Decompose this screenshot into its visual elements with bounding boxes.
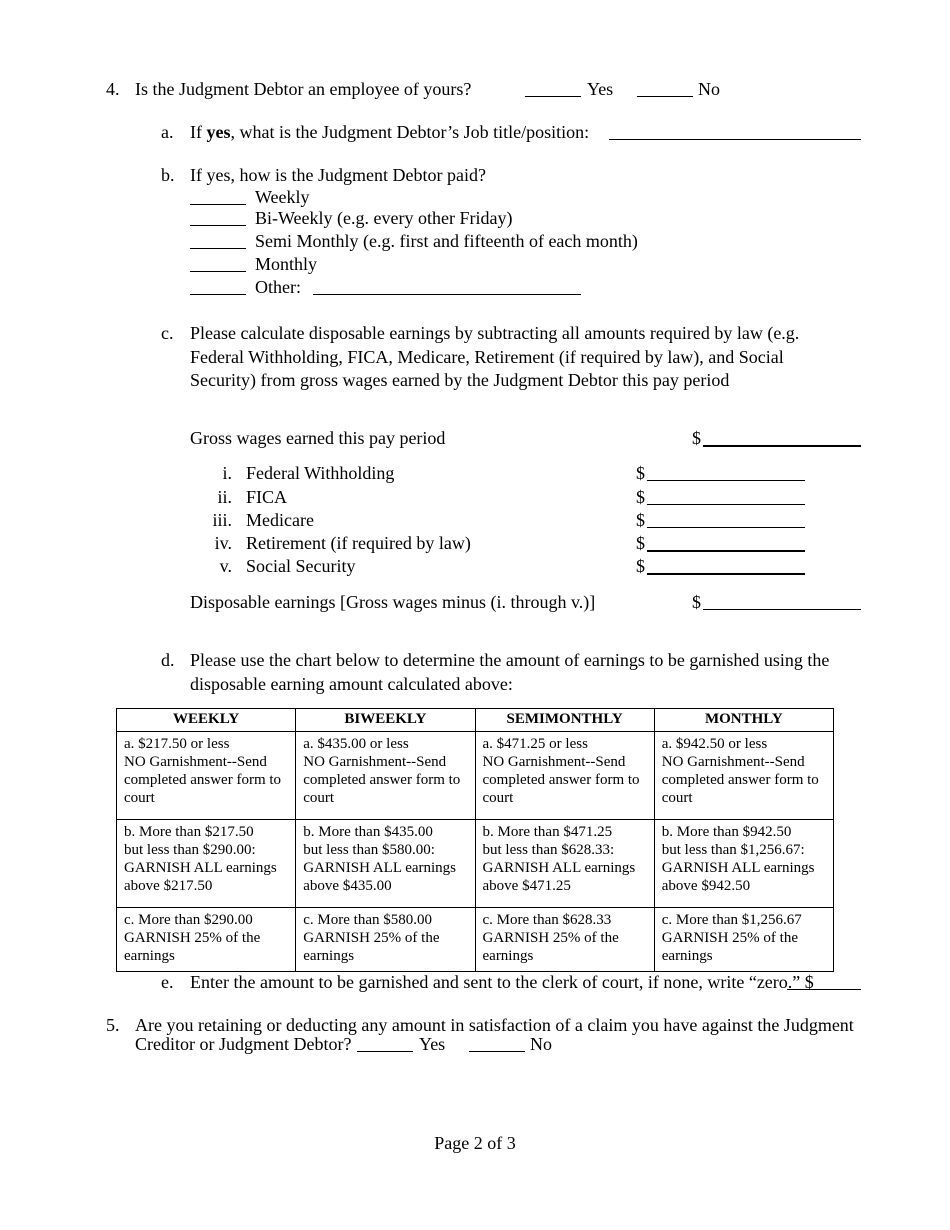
q4a-text (190, 123, 589, 141)
chart-cell-line: a. $471.25 or less (482, 736, 588, 752)
gross-wages-dollar: $ (692, 428, 701, 448)
chart-cell-monthly-a (654, 732, 833, 820)
q4e-text: Enter the amount to be garnished and sent to the clerk of court, if none, write “zero.” $ (190, 972, 814, 992)
chart-cell-weekly-b (117, 820, 296, 908)
q4d-line-1: Please use the chart below to determine the amount of earnings to be garnished using the (190, 650, 830, 670)
deduction-num-2: ii. (217, 487, 232, 507)
chart-cell-line: GARNISH ALL earnings (482, 860, 636, 876)
q5-no-blank[interactable] (469, 1035, 525, 1052)
social-security-blank[interactable] (647, 557, 805, 575)
deduction-dollar-5: $ (636, 556, 645, 576)
pay-weekly-label: Weekly (255, 187, 310, 207)
chart-cell-line: above $435.00 (303, 878, 392, 894)
chart-cell-line: a. $435.00 or less (303, 736, 409, 752)
chart-cell-line: above $217.50 (124, 878, 213, 894)
q4a-pre: If (190, 122, 207, 142)
chart-cell-line: completed answer form to (303, 772, 461, 788)
chart-cell-line: but less than $580.00: (303, 842, 435, 858)
chart-row-c (117, 908, 834, 972)
chart-cell-line: b. More than $942.50 (661, 824, 792, 840)
chart-cell-line: GARNISH 25% of the (303, 930, 440, 946)
deduction-label-5: Social Security (246, 556, 356, 576)
chart-header-row (117, 709, 834, 732)
chart-cell-line: earnings (482, 948, 534, 964)
q4-no-blank[interactable] (637, 80, 693, 97)
chart-cell-line: completed answer form to (124, 772, 282, 788)
chart-cell-line: above $942.50 (661, 878, 751, 894)
q4c-line-3: Security) from gross wages earned by the Judgment Debtor this pay period (190, 370, 730, 390)
pay-weekly-blank[interactable] (190, 188, 246, 205)
chart-cell-line: NO Garnishment--Send (482, 754, 626, 770)
pay-semimonthly-blank[interactable] (190, 232, 246, 249)
q5-number: 5. (106, 1015, 120, 1035)
deduction-label-1: Federal Withholding (246, 463, 395, 483)
q4b-question: If yes, how is the Judgment Debtor paid? (190, 165, 486, 185)
chart-cell-line: NO Garnishment--Send (303, 754, 447, 770)
chart-cell-line: but less than $290.00: (124, 842, 256, 858)
header-biweekly: BIWEEKLY (296, 709, 475, 732)
chart-cell-line: NO Garnishment--Send (661, 754, 805, 770)
chart-cell-line: court (303, 790, 335, 806)
chart-row-a (117, 732, 834, 820)
chart-cell-line: c. More than $290.00 (124, 912, 253, 928)
chart-cell-line: a. $217.50 or less (124, 736, 230, 752)
q4a-bold: yes (206, 122, 231, 142)
chart-cell-line: but less than $1,256.67: (661, 842, 805, 858)
q5-no-label: No (530, 1034, 552, 1054)
deduction-dollar-2: $ (636, 487, 645, 507)
pay-monthly-label: Monthly (255, 254, 318, 274)
deduction-label-3: Medicare (246, 510, 314, 530)
deduction-num-1: i. (222, 463, 232, 483)
chart-cell-line: c. More than $1,256.67 (661, 912, 802, 928)
q5-line-1: Are you retaining or deducting any amount in satisfaction of a claim you have against the Judgment (135, 1015, 854, 1035)
retirement-blank[interactable] (647, 534, 805, 552)
chart-cell-line: earnings (303, 948, 355, 964)
chart-cell-line: GARNISH ALL earnings (124, 860, 277, 876)
chart-cell-line: GARNISH 25% of the (661, 930, 798, 946)
header-monthly: MONTHLY (654, 709, 833, 732)
chart-cell-line: b. More than $217.50 (124, 824, 254, 840)
chart-cell-line: GARNISH ALL earnings (661, 860, 815, 876)
disposable-dollar: $ (692, 592, 701, 612)
job-title-blank[interactable] (609, 123, 861, 140)
chart-cell-semimonthly-b (475, 820, 654, 908)
chart-cell-semimonthly-c (475, 908, 654, 972)
q4d-line-2: disposable earning amount calculated above: (190, 674, 513, 694)
page-number: Page 2 of 3 (434, 1133, 516, 1153)
q4-yes-blank[interactable] (525, 80, 581, 97)
chart-cell-line: court (661, 790, 693, 806)
chart-cell-weekly-c (117, 908, 296, 972)
q5-yes-blank[interactable] (357, 1035, 413, 1052)
q4a-post: , what is the Judgment Debtor’s Job title/position: (230, 122, 590, 142)
deduction-dollar-1: $ (636, 463, 645, 483)
chart-cell-line: b. More than $435.00 (303, 824, 433, 840)
fica-blank[interactable] (647, 488, 805, 505)
medicare-blank[interactable] (647, 511, 805, 528)
q4c-line-1: Please calculate disposable earnings by subtracting all amounts required by law (e.g. (190, 323, 800, 343)
chart-cell-line: completed answer form to (661, 772, 819, 788)
q5-line-2: Creditor or Judgment Debtor? (135, 1034, 352, 1054)
q4-yes-label: Yes (587, 79, 614, 99)
pay-other-blank[interactable] (190, 278, 246, 295)
federal-withholding-blank[interactable] (647, 464, 805, 481)
header-weekly: WEEKLY (117, 709, 296, 732)
chart-cell-monthly-c (654, 908, 833, 972)
chart-cell-line: earnings (124, 948, 175, 964)
pay-biweekly-label: Bi-Weekly (e.g. every other Friday) (255, 208, 513, 228)
chart-cell-monthly-b (654, 820, 833, 908)
chart-cell-line: completed answer form to (482, 772, 640, 788)
garnishment-chart (116, 708, 834, 972)
gross-wages-blank[interactable] (703, 429, 861, 447)
chart-cell-line: earnings (661, 948, 713, 964)
disposable-earnings-label: Disposable earnings [Gross wages minus (i. through v.)] (190, 592, 596, 612)
chart-cell-semimonthly-a (475, 732, 654, 820)
chart-cell-line: b. More than $471.25 (482, 824, 613, 840)
pay-other-label: Other: (255, 277, 301, 297)
chart-cell-biweekly-a (296, 732, 475, 820)
chart-cell-line: GARNISH ALL earnings (303, 860, 457, 876)
deduction-num-4: iv. (214, 533, 232, 553)
deduction-num-5: v. (219, 556, 232, 576)
q4-no-label: No (698, 79, 720, 99)
garnish-amount-blank[interactable] (787, 973, 861, 990)
deduction-dollar-4: $ (636, 533, 645, 553)
chart-cell-biweekly-b (296, 820, 475, 908)
chart-cell-line: GARNISH 25% of the (482, 930, 619, 946)
chart-cell-weekly-a (117, 732, 296, 820)
gross-wages-label: Gross wages earned this pay period (190, 428, 446, 448)
deduction-dollar-3: $ (636, 510, 645, 530)
q4-question: Is the Judgment Debtor an employee of yours? (135, 79, 472, 99)
q4e-letter: e. (161, 972, 174, 992)
pay-biweekly-blank[interactable] (190, 209, 246, 226)
pay-other-text-blank[interactable] (313, 278, 581, 295)
q5-yes-label: Yes (419, 1034, 446, 1054)
chart-cell-biweekly-c (296, 908, 475, 972)
chart-cell-line: court (482, 790, 514, 806)
chart-cell-line: c. More than $628.33 (482, 912, 612, 928)
deduction-label-2: FICA (246, 487, 288, 507)
pay-semimonthly-label: Semi Monthly (e.g. first and fifteenth of each month) (255, 231, 638, 251)
chart-cell-line: c. More than $580.00 (303, 912, 432, 928)
pay-monthly-blank[interactable] (190, 255, 246, 272)
q4c-line-2: Federal Withholding, FICA, Medicare, Retirement (if required by law), and Social (190, 347, 784, 367)
deduction-label-4: Retirement (if required by law) (246, 533, 471, 553)
chart-cell-line: GARNISH 25% of the (124, 930, 261, 946)
chart-cell-line: but less than $628.33: (482, 842, 615, 858)
chart-row-b (117, 820, 834, 908)
q4d-letter: d. (161, 650, 175, 670)
chart-cell-line: a. $942.50 or less (661, 736, 768, 752)
chart-cell-line: above $471.25 (482, 878, 571, 894)
q4b-letter: b. (161, 165, 175, 185)
header-semimonthly: SEMIMONTHLY (475, 709, 654, 732)
disposable-earnings-blank[interactable] (703, 593, 861, 610)
chart-cell-line: NO Garnishment--Send (124, 754, 267, 770)
chart-cell-line: court (124, 790, 155, 806)
q4a-letter: a. (161, 122, 174, 142)
q4-number: 4. (106, 79, 120, 99)
deduction-num-3: iii. (212, 510, 232, 530)
q4c-letter: c. (161, 323, 174, 343)
